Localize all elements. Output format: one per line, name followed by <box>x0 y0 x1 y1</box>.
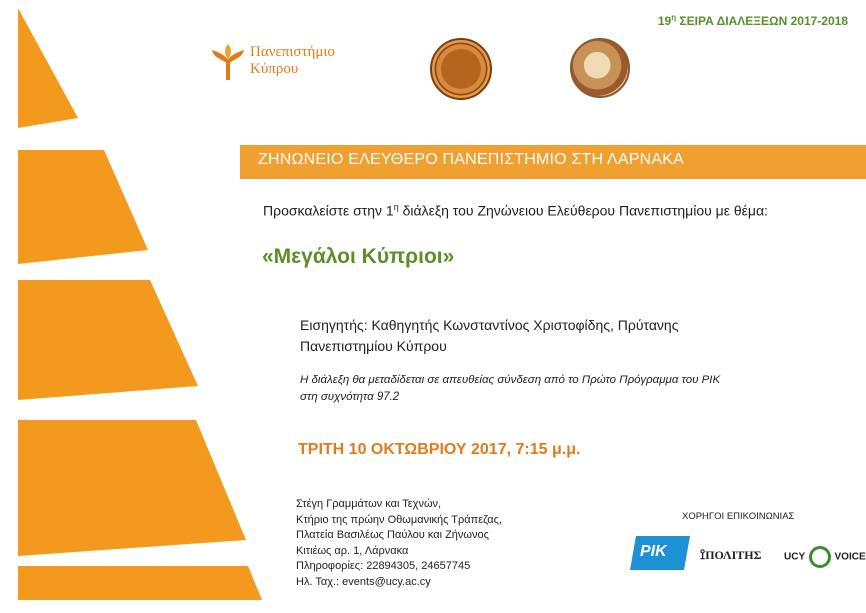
larnaca-seal-logo <box>570 38 630 98</box>
lecture-series-title: $19^\eta$ ΣΕΙΡΑ ΔΙΑΛΕΞΕΩΝ 2017-2018 <box>657 13 848 28</box>
address-line: Κτήριο της πρώην Οθωμανικής Τράπεζας, <box>296 513 502 526</box>
banner-title: ΖΗΝΩΝΕΙΟ ΕΛΕΥΘΕΡΟ ΠΑΝΕΠΙΣΤΗΜΙΟ ΣΤΗ ΛΑΡΝΑΚΑ <box>258 151 685 168</box>
venue-address <box>296 497 502 590</box>
broadcast-note: Η διάλεξη θα μεταδίδεται σε απευθείας σύνδεση από το Πρώτο Πρόγραμμα του ΡΙΚ στη συχνότητα 97.2 <box>300 374 721 403</box>
sponsors-title: ΧΟΡΗΓΟΙ ΕΠΙΚΟΙΝΩΝΙΑΣ <box>682 511 795 522</box>
ucy-voice-logo: UCY VOICE <box>784 546 866 568</box>
politis-logo: ⟟ΠΟΛΙΤΗΣ <box>700 548 762 563</box>
rik-logo-text: ΡΙΚ <box>640 543 667 560</box>
triangle-3 <box>18 280 198 400</box>
zenon-seal-logo <box>430 38 492 100</box>
university-of-cyprus-logo <box>210 44 360 84</box>
rik-logo <box>630 536 690 570</box>
ucy-logo-text: Πανεπιστήμιο Κύπρου <box>250 44 335 77</box>
address-line: Στέγη Γραμμάτων και Τεχνών, <box>296 498 442 510</box>
speaker-info: Εισηγητής: Καθηγητής Κωνσταντίνος Χριστοφίδης, Πρύτανης Πανεπιστημίου Κύπρου <box>300 317 679 354</box>
ucy-emblem-icon <box>210 44 246 82</box>
email-info: Ηλ. Ταχ.: events@ucy.ac.cy <box>296 575 431 588</box>
triangle-5 <box>18 566 262 600</box>
address-line: Κιτιέως αρ. 1, Λάρνακα <box>296 544 409 557</box>
triangle-1 <box>18 8 78 128</box>
address-line: Πλατεία Βασιλέως Παύλου και Ζήνωνος <box>296 529 489 541</box>
phone-info: Πληροφορίες: 22894305, 24657745 <box>296 560 471 572</box>
lecture-date: ΤΡΙΤΗ 10 ΟΚΤΩΒΡΙΟΥ 2017, 7:15 μ.μ. <box>298 441 581 458</box>
invitation-text: Προσκαλείστε στην $1^\eta$ διάλεξη του Ζηνώνειου Ελεύθερου Πανεπιστημίου με θέμα: <box>263 202 768 219</box>
voice-mic-icon <box>809 546 831 568</box>
triangle-4 <box>18 420 246 556</box>
lecture-topic: «Μεγάλοι Κύπριοι» <box>262 245 455 268</box>
